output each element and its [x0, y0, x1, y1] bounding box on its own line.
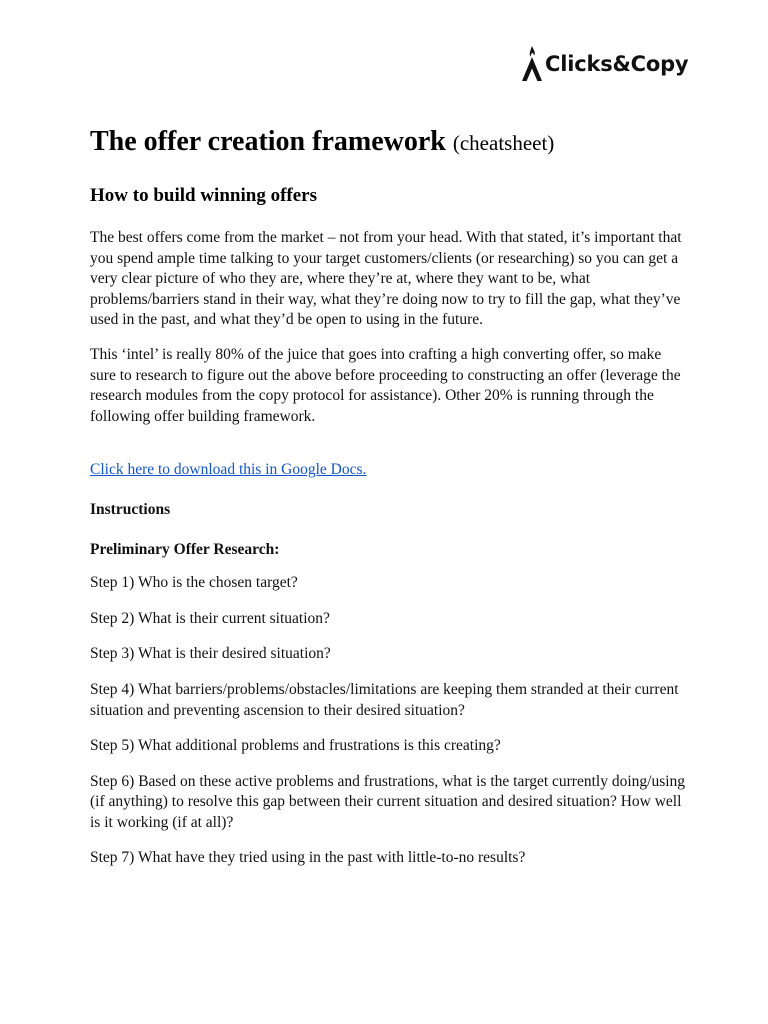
intro-paragraph: The best offers come from the market – not from your head. With that stated, it’s important that you spend ample time talking to your target customers/clients (or researching) so you can get a very clear picture of who they are, where they’re at, where they want to be, what problems/barriers stand in their way, what they’re doing now to try to fill the gap, what they’ve used in the past, and what they’d be open to using in the future.	[90, 229, 682, 329]
flame-a-icon	[521, 46, 543, 82]
step-3: Step 3) What is their desired situation?	[90, 645, 331, 663]
brand-name: Clicks&Copy	[545, 52, 689, 76]
title-main: The offer creation framework	[90, 126, 446, 157]
step-1: Step 1) Who is the chosen target?	[90, 574, 298, 592]
section-heading: How to build winning offers	[90, 185, 317, 206]
step-2: Step 2) What is their current situation?	[90, 609, 330, 627]
intel-paragraph: This ‘intel’ is really 80% of the juice that goes into crafting a high converting offer, so make sure to research to figure out the above before proceeding to constructing an offer (leverage the research modules from the copy protocol for assistance). Other 20% is running through the following offer building framework.	[90, 345, 681, 425]
step-4: Step 4) What barriers/problems/obstacles/limitations are keeping them stranded at their current situation and preventing ascension to their desired situation?	[90, 680, 679, 719]
title-suffix: (cheatsheet)	[452, 131, 555, 155]
download-link-paragraph	[90, 460, 690, 481]
instructions-heading: Instructions	[90, 500, 171, 518]
preliminary-heading: Preliminary Offer Research:	[90, 540, 280, 558]
page-title	[90, 124, 690, 161]
step-5: Step 5) What additional problems and frustrations is this creating?	[90, 737, 501, 755]
brand-logo	[521, 46, 688, 82]
document-body	[90, 124, 690, 869]
google-docs-link[interactable]: Click here to download this in Google Docs.	[90, 461, 367, 479]
step-7: Step 7) What have they tried using in the past with little-to-no results?	[90, 849, 526, 867]
step-6: Step 6) Based on these active problems and frustrations, what is the target currently doing/using (if anything) to resolve this gap between their current situation and desired situation? How well is it working (if at all)?	[90, 772, 686, 831]
